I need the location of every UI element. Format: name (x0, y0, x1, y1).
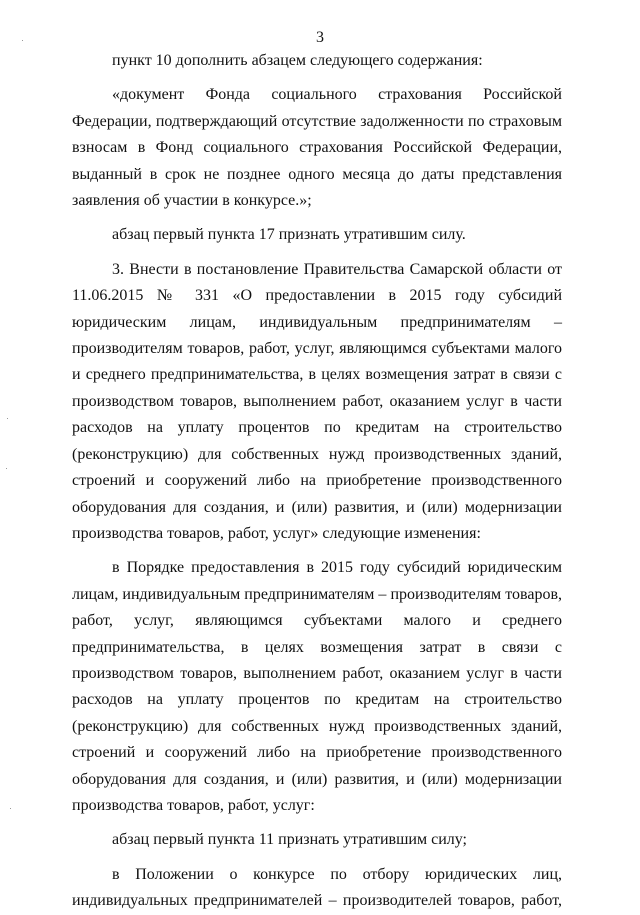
paragraph-gap (72, 854, 562, 862)
scan-speck (10, 808, 11, 809)
paragraph-gap (72, 214, 562, 222)
scan-speck (6, 468, 7, 469)
paragraph-gap (72, 547, 562, 555)
paragraph-gap (72, 819, 562, 827)
document-body (72, 48, 562, 915)
paragraph-point-17-void: абзац первый пункта 17 признать утратившим силу. (112, 226, 466, 244)
paragraph-amend-point-10: пункт 10 дополнить абзацем следующего содержания: (112, 52, 483, 69)
paragraph-quoted-document: «документ Фонда социального страхования Российской Федерации, подтверждающий отсутствие задолженности по страховым взносам в Фонд социального страхования Российской Федерации, выданный в срок не позднее одного месяца до даты представления заявления об участии в конкурсе.»; (72, 86, 562, 210)
scan-speck (22, 40, 23, 41)
paragraph-section-3: 3. Внести в постановление Правительства Самарской области от 11.06.2015 № 331 «О предоставлении в 2015 году субсидий юридическим лицам, индивидуальным предпринимателям – производителям товаров, работ, услуг, являющимся субъектами малого и среднего предпринимательства, в целях возмещения затрат в связи с производством товаров, выполнением работ, оказанием услуг в части расходов на уплату процентов по кредитам на строительство (реконструкцию) для собственных нужд производственных зданий, строений и сооружений либо на приобретение производственного оборудования для создания, и (или) развития, и (или) модернизации производства товаров, работ, услуг» следующие изменения: (72, 260, 562, 542)
paragraph-point-11-void: абзац первый пункта 11 признать утратившим силу; (112, 831, 467, 849)
paragraph-gap (72, 249, 562, 257)
scan-speck (7, 418, 8, 419)
page-number: 3 (316, 29, 324, 46)
paragraph-gap (72, 74, 562, 82)
paragraph-regulation-contest: в Положении о конкурсе по отбору юридических лиц, индивидуальных предпринимателей – производителей товаров, работ, (72, 865, 562, 910)
paragraph-procedure-amendment: в Порядке предоставления в 2015 году субсидий юридическим лицам, индивидуальным предпринимателям – производителям товаров, работ, услуг, являющимся субъектами малого и среднего предпринимательства, в целях возмещения затрат в связи с производством товаров, выполнением работ, оказанием услуг в части расходов на уплату процентов по кредитам на строительство (реконструкцию) для собственных нужд производственных зданий, строений и сооружений либо на приобретение производственного оборудования для создания, и (или) развития, и (или) модернизации производства товаров, работ, услуг: (72, 559, 562, 814)
